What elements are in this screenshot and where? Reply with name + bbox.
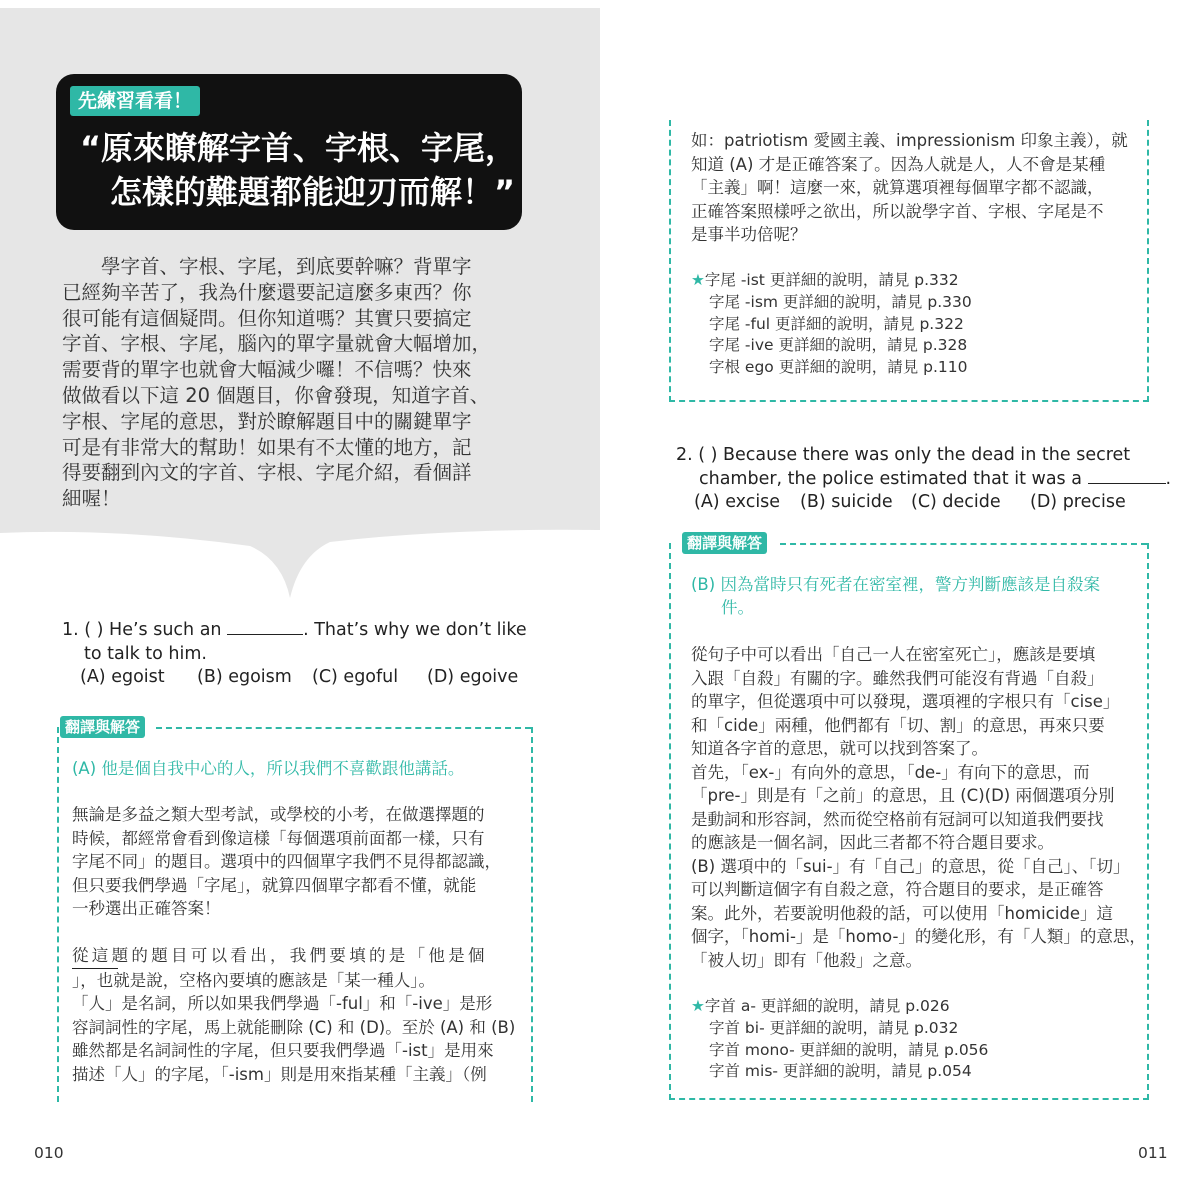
question-2-option-d: (D) precise	[1030, 492, 1126, 512]
explanation-1-paragraph-2-line-2: 」，也就是說，空格內要填的應該是「某一種人」。	[72, 968, 522, 993]
page-number-right: 011	[1138, 1144, 1168, 1162]
question-1-option-d: (D) egoive	[427, 667, 519, 687]
explanation-1-paragraph-2-line-1: 從這題的題目可以看出，我們要填的是「他是個	[72, 946, 488, 965]
answer-blank	[1088, 483, 1166, 484]
explanation-1-paragraph-2: 「人」是名詞，所以如果我們學過「-ful」和「-ive」是形 容詞詞性的字尾，馬上就能刪除 (C) 和 (D)。至於 (A) 和 (B) 雖然都是名詞詞性的字尾，但只要我們學過「-ist」是用來 描述「人」的字尾，「-ism」則是用來指某種「主義」（例	[72, 994, 516, 1084]
question-1-line-1: 1. ( ) He’s such an . That’s why we don’t like	[62, 620, 527, 640]
question-2-line-2: chamber, the police estimated that it was a .	[699, 469, 1172, 489]
question-1-option-c: (C) egoful	[312, 667, 399, 687]
answer-1: (A) 他是個自我中心的人，所以我們不喜歡跟他講話。	[72, 759, 465, 778]
answer-blank	[227, 634, 303, 635]
title-line-2: 怎樣的難題都能迎刃而解！”	[110, 173, 516, 211]
question-2-line-1: 2. ( ) Because there was only the dead in the secret	[676, 445, 1131, 465]
question-2-option-c: (C) decide	[911, 492, 1001, 512]
practice-tag: 先練習看看！	[70, 86, 200, 116]
star-icon: ★	[691, 997, 705, 1015]
answer-label-2: 翻譯與解答	[682, 532, 767, 554]
explanation-1-paragraph-1: 無論是多益之類大型考試，或學校的小考，在做選擇題的 時候，都經常會看到像這樣「每個選項前面都一樣，只有 字尾不同」的題目。選項中的四個單字我們不見得都認識， 但只要我們學過「字尾」，就算四個單字都看不懂，就能 一秒選出正確答案！	[72, 805, 501, 918]
answer-2-line-1: (B) 因為當時只有死者在密室裡，警方判斷應該是自殺案	[691, 575, 1100, 594]
answer-2-line-2: 件。	[721, 598, 754, 617]
title-line-1: “原來瞭解字首、字根、字尾，	[80, 129, 518, 167]
reference-list-1: ★字尾 -ist 更詳細的說明，請見 p.332 字尾 -ism 更詳細的說明，請見 p.330 字尾 -ful 更詳細的說明，請見 p.322 字尾 -ive 更詳細的說明，請見 p.328 字根 ego 更詳細的說明，請見 p.110	[691, 271, 972, 377]
question-1-line-2: to talk to him.	[84, 644, 207, 664]
continuation-paragraph: 如：patriotism 愛國主義、impressionism 印象主義），就 知道 (A) 才是正確答案了。因為人就是人，人不會是某種 「主義」啊！這麼一來，就算選項裡每個單字都不認識， 正確答案照樣呼之欲出，所以說學字首、字根、字尾是不 是事半功倍呢？	[691, 131, 1128, 244]
star-icon: ★	[691, 271, 705, 289]
explanation-2-paragraph: 從句子中可以看出「自己一人在密室死亡」，應該是要填 入跟「自殺」有關的字。雖然我們可能沒有背過「自殺」 的單字，但從選項中可以發現，選項裡的字根只有「cise」 和「cide」兩種，他們都有「切、割」的意思，再來只要 知道各字首的意思，就可以找到答案了。 首先，「ex-」有向外的意思，「de-」有向下的意思，而 「pre-」則是有「之前」的意思，且 (C)(D) 兩個選項分別 是動詞和形容詞，然而從空格前有冠詞可以知道我們要找 的應該是一個名詞，因此三者都不符合題目要求。 (B) 選項中的「sui-」有「自己」的意思，從「自己」、「切」 可以判斷這個字有自殺之意，符合題目的要求，是正確答 案。此外，若要說明他殺的話，可以使用「homicide」這 個字，「homi-」是「homo-」的變化形，有「人類」的意思， 「被人切」即有「他殺」之意。	[691, 645, 1146, 970]
intro-paragraph: 學字首、字根、字尾，到底要幹嘛？背單字 已經夠辛苦了，我為什麼還要記這麼多東西？你 很可能有這個疑問。但你知道嗎？其實只要搞定 字首、字根、字尾，腦內的單字量就會大幅增加， 需要背的單字也就會大幅減少囉！不信嗎？快來 做做看以下這 20 個題目，你會發現，知道字首、 字根、字尾的意思，對於瞭解題目中的關鍵單字 可是有非常大的幫助！如果有不太懂的地方，記 得要翻到內文的字首、字根、字尾介紹，看個詳 細喔！	[62, 255, 492, 511]
question-2-option-a: (A) excise	[694, 492, 781, 512]
page-number-left: 010	[34, 1144, 64, 1162]
question-1-option-a: (A) egoist	[80, 667, 165, 687]
answer-label-1: 翻譯與解答	[60, 716, 145, 738]
question-2-option-b: (B) suicide	[800, 492, 893, 512]
reference-list-2: ★字首 a- 更詳細的說明，請見 p.026 字首 bi- 更詳細的說明，請見 p.032 字首 mono- 更詳細的說明，請見 p.056 字首 mis- 更詳細的說明，請見 p.054	[691, 997, 989, 1081]
question-1-option-b: (B) egoism	[197, 667, 292, 687]
